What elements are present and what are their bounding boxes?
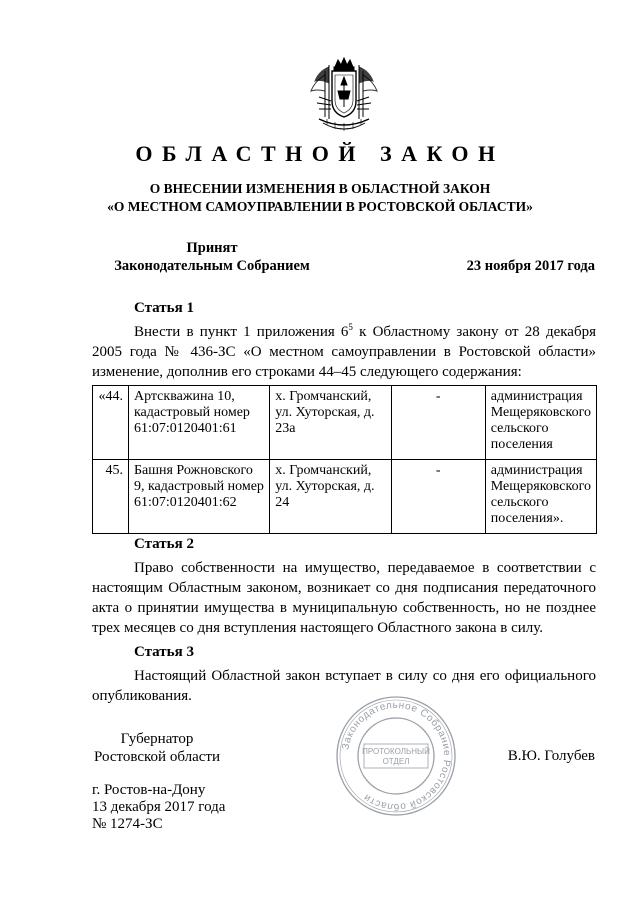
empty-cell-dash: -	[391, 386, 485, 460]
article-2-text: Право собственности на имущество, передаваемое в соответствии с настоящим Областным законом, возникает со дня подписания передаточного акта о принятии имущества в муниципальную собственность, но не позднее трех месяцев со дня вступления настоящего Областного закона в силу.	[92, 560, 596, 636]
adoption-date: 23 ноября 2017 года	[466, 258, 595, 274]
subtitle-line-2: «О МЕСТНОМ САМОУПРАВЛЕНИИ В РОСТОВСКОЙ ОБЛАСТИ»	[107, 199, 533, 214]
adopted-by: Законодательным Собранием	[114, 258, 310, 274]
stamp-ring-text: Законодательное Собрание Ростовской области	[340, 699, 453, 813]
signatory-position: Губернатор	[120, 731, 194, 747]
appendix-superscript: 5	[348, 322, 353, 332]
recipient: администрация Мещеряковского сельского поселения».	[485, 460, 596, 534]
signatory-name: В.Ю. Голубев	[507, 748, 595, 764]
article-1-text-start: Внести в пункт 1 приложения 6	[134, 324, 349, 340]
stamp-center-line-1: ПРОТОКОЛЬНЫЙ	[362, 747, 430, 756]
official-stamp	[334, 694, 458, 818]
amendment-table	[92, 385, 597, 534]
signatory-title	[92, 730, 222, 766]
adoption-block	[92, 239, 332, 275]
article-3-text: Настоящий Областной закон вступает в силу со дня его официального опубликования.	[92, 668, 596, 704]
row-number: «44.	[93, 386, 129, 460]
row-number: 45.	[93, 460, 129, 534]
property-address: х. Громчанский, ул. Хуторская, д. 23а	[270, 386, 391, 460]
article-2-heading: Статья 2	[134, 536, 194, 552]
law-title: ОБЛАСТНОЙ ЗАКОН	[135, 141, 505, 166]
coat-of-arms-emblem	[305, 57, 383, 137]
stamp-center-line-2: ОТДЕЛ	[382, 757, 410, 766]
law-subtitle	[0, 180, 640, 216]
recipient: администрация Мещеряковского сельского поселения	[485, 386, 596, 460]
property-object: Башня Рожновского 9, кадастровый номер 61:07:0120401:62	[128, 460, 269, 534]
document-footer	[92, 782, 225, 833]
article-1-heading: Статья 1	[134, 300, 194, 316]
table-row	[93, 386, 597, 460]
empty-cell-dash: -	[391, 460, 485, 534]
property-address: х. Громчанский, ул. Хуторская, д. 24	[270, 460, 391, 534]
signatory-region: Ростовской области	[94, 749, 220, 765]
adopted-label: Принят	[186, 240, 238, 256]
law-number: № 1274-ЗС	[92, 816, 163, 832]
table-row	[93, 460, 597, 534]
article-3-heading: Статья 3	[134, 644, 194, 660]
signing-date: 13 декабря 2017 года	[92, 799, 226, 815]
subtitle-line-1: О ВНЕСЕНИИ ИЗМЕНЕНИЯ В ОБЛАСТНОЙ ЗАКОН	[149, 181, 491, 196]
article-1-text	[92, 322, 596, 382]
signing-city: г. Ростов-на-Дону	[92, 782, 206, 798]
property-object: Артскважина 10, кадастровый номер 61:07:0120401:61	[128, 386, 269, 460]
article-1-text-end: к Областному закону от 28 декабря 2005 года № 436-ЗС «О местном самоуправлении в Ростовской области» изменение, дополнив его строками 44–45 следующего содержания:	[92, 324, 596, 380]
